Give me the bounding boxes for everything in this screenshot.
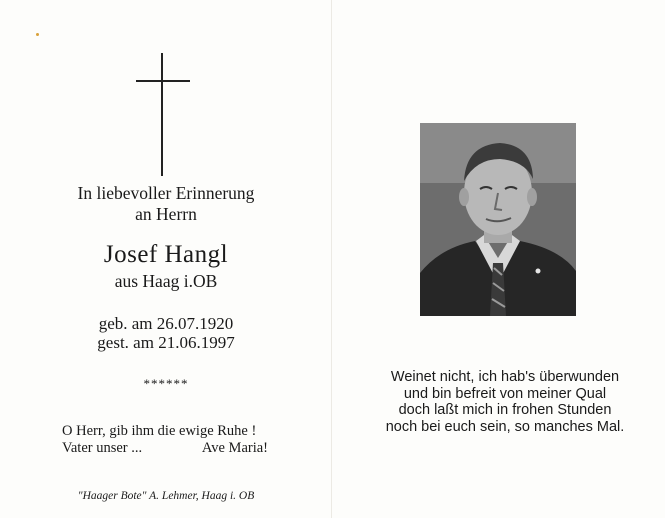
prayer-line-2: [62, 440, 268, 457]
prayer-ave-maria: Ave Maria!: [201, 440, 268, 456]
star-separator: ******: [143, 376, 189, 391]
deceased-name: Josef Hangl: [103, 241, 229, 268]
deceased-origin: aus Haag i.OB: [114, 271, 218, 291]
intro-line-1: In liebevoller Erinnerung: [77, 183, 255, 203]
poem-line-3: doch laßt mich in frohen Stunden: [398, 402, 612, 418]
portrait-illustration: [420, 123, 576, 316]
memorial-intro: [0, 183, 332, 225]
portrait-photo: [420, 123, 576, 316]
life-dates: [0, 314, 332, 352]
poem-line-4: noch bei euch sein, so manches Mal.: [385, 418, 625, 435]
prayer-text: [62, 423, 268, 457]
intro-line-2: an Herrn: [135, 204, 197, 224]
card-left-page: [0, 0, 332, 518]
death-date: gest. am 21.06.1997: [97, 333, 235, 352]
paper-speck: [36, 33, 39, 36]
prayer-line-1: O Herr, gib ihm die ewige Ruhe !: [62, 423, 257, 439]
prayer-vater-unser: Vater unser ...: [62, 440, 143, 456]
birth-date: geb. am 26.07.1920: [98, 314, 234, 333]
printer-imprint: "Haager Bote" A. Lehmer, Haag i. OB: [77, 490, 255, 502]
farewell-poem: [374, 369, 636, 435]
poem-line-2: und bin befreit von meiner Qual: [403, 385, 607, 402]
poem-line-1: Weinet nicht, ich hab's überwunden: [390, 369, 620, 385]
